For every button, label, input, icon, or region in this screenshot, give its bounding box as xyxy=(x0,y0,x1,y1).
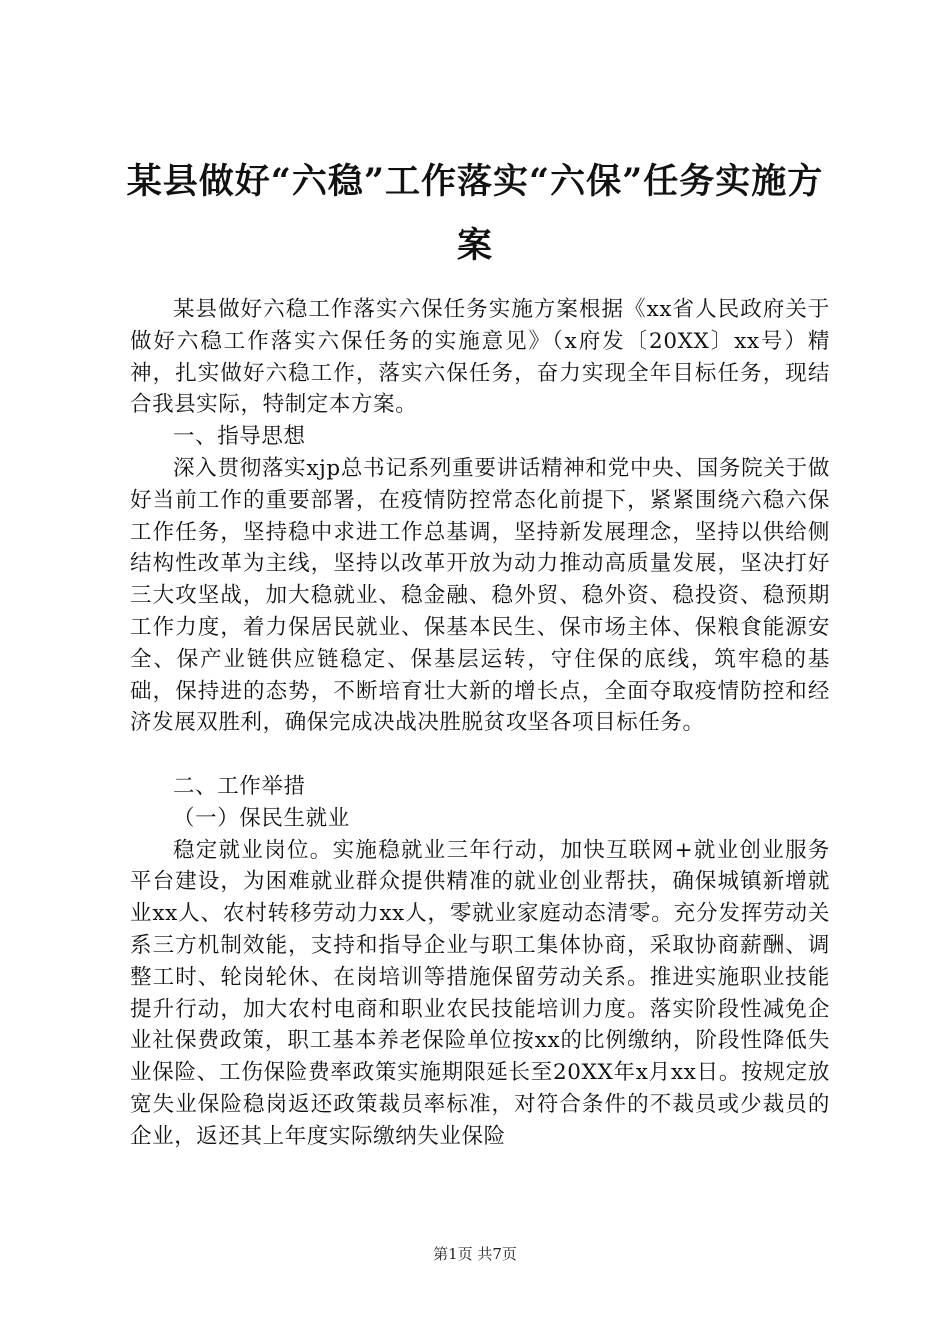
document-body xyxy=(130,294,830,1153)
subsection-heading-livelihood-employment: （一）保民生就业 xyxy=(173,805,350,831)
paragraph-gap xyxy=(130,739,830,771)
document-title: 某县做好“六稳”工作落实“六保”任务实施方案 xyxy=(126,161,824,266)
guiding-ideology-paragraph: 深入贯彻落实xjp总书记系列重要讲话精神和党中央、国务院关于做好当前工作的重要部署，在疫情防控常态化前提下，紧紧围绕六稳六保工作任务，坚持稳中求进工作总基调，坚持新发展理念，坚持以供给侧结构性改革为主线，坚持以改革开放为动力推动高质量发展，坚决打好三大攻坚战，加大稳就业、稳金融、稳外贸、稳外资、稳投资、稳预期工作力度，着力保居民就业、保基本民生、保市场主体、保粮食能源安全、保产业链供应链稳定、保基层运转，守住保的底线，筑牢稳的基础，保持进的态势，不断培育壮大新的增长点，全面夺取疫情防控和经济发展双胜利，确保完成决战决胜脱贫攻坚各项目标任务。 xyxy=(130,455,830,736)
section-heading-work-measures: 二、工作举措 xyxy=(173,773,306,799)
section-heading-guiding-ideology: 一、指导思想 xyxy=(173,424,306,450)
page-footer: 第1页 共7页 xyxy=(433,1245,517,1263)
employment-paragraph: 稳定就业岗位。实施稳就业三年行动，加快互联网+就业创业服务平台建设，为困难就业群众提供精准的就业创业帮扶，确保城镇新增就业xx人、农村转移劳动力xx人，零就业家庭动态清零。充分发挥劳动关系三方机制效能，支持和指导企业与职工集体协商，采取协商薪酬、调整工时、轮岗轮休、在岗培训等措施保留劳动关系。推进实施职业技能提升行动，加大农村电商和职业农民技能培训力度。落实阶段性减免企业社保费政策，职工基本养老保险单位按xx的比例缴纳，阶段性降低失业保险、工伤保险费率政策实施期限延长至20XX年x月xx日。按规定放宽失业保险稳岗返还政策裁员率标准，对符合条件的不裁员或少裁员的企业，返还其上年度实际缴纳失业保险 xyxy=(130,837,830,1149)
intro-paragraph: 某县做好六稳工作落实六保任务实施方案根据《xx省人民政府关于做好六稳工作落实六保任务的实施意见》（x府发〔20XX〕xx号）精神，扎实做好六稳工作，落实六保任务，奋力实现全年目标任务，现结合我县实际，特制定本方案。 xyxy=(130,297,830,418)
